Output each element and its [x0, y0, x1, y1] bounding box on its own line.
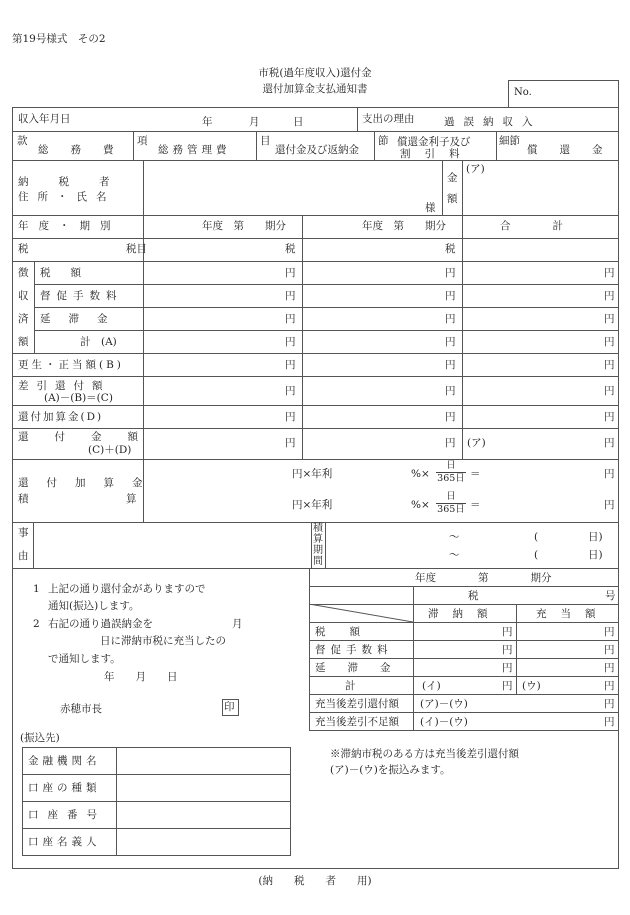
- reason-label: 支出の理由: [362, 113, 415, 125]
- collected-row-tax: 税額: [40, 267, 101, 279]
- offset-gou: 号: [605, 590, 616, 602]
- footer-label: (納 税 者 用): [258, 875, 372, 887]
- offset-row-total: 計: [345, 680, 356, 692]
- taxpayer-label-2: 住所・氏名: [18, 191, 116, 203]
- offset-row-tax: 税額: [315, 626, 384, 638]
- yen: 円: [604, 437, 615, 449]
- calc-rate-2: 円×年利: [292, 499, 333, 511]
- setsu-value-1: 償還金利子及び: [397, 136, 471, 148]
- collected-row-total: 計 (A): [80, 336, 117, 348]
- receipt-day: 日: [293, 116, 304, 128]
- yen: 円: [285, 290, 296, 302]
- offset-u-mark: (ウ): [522, 680, 541, 692]
- yen: 円: [604, 267, 615, 279]
- form-number: 第19号様式 その2: [12, 33, 106, 45]
- kou-value: 総務管理費: [158, 144, 231, 156]
- yen: 円: [285, 313, 296, 325]
- notice-2-line-3: で通知します。: [48, 653, 121, 665]
- calc-pct-1: %×: [411, 468, 430, 480]
- kan-label: 款: [17, 135, 28, 147]
- yen: 円: [604, 662, 615, 674]
- reason-sec-label-2: 由: [18, 550, 29, 562]
- offset-after-short: 充当後差引不足額: [315, 716, 399, 728]
- yen: 円: [604, 468, 615, 480]
- yen: 円: [445, 313, 456, 325]
- yen: 円: [604, 336, 615, 348]
- notice-date: 年 月 日: [104, 671, 178, 683]
- taxpayer-label-1: 納税者: [18, 176, 140, 188]
- calc-fraction-1: 日 365日: [437, 460, 465, 484]
- row-c-label-2: (A)－(B)＝(C): [44, 392, 113, 404]
- yen: 円: [502, 662, 513, 674]
- kou-label: 項: [137, 135, 148, 147]
- transfer-number-label: 口座番号: [28, 809, 106, 821]
- row-e-label-1: 還付金額: [18, 431, 164, 443]
- period-label: 年度・期別: [18, 220, 121, 232]
- period-v-1: 積: [313, 523, 323, 534]
- row-d-label: 還付加算金(D): [18, 411, 104, 423]
- setsu-label: 節: [378, 135, 389, 147]
- yen: 円: [445, 336, 456, 348]
- yen: 円: [604, 680, 615, 692]
- amount-label-2: 額: [447, 193, 458, 205]
- notice-2-month: 月: [232, 618, 243, 630]
- amount-a-mark: (ア): [466, 163, 485, 175]
- taxpayer-address-field[interactable]: [144, 162, 440, 212]
- yen: 円: [604, 644, 615, 656]
- title-line-2: 還付加算金支払通知書: [262, 83, 368, 95]
- offset-diagonal: [309, 604, 413, 622]
- yen: 円: [445, 437, 456, 449]
- collected-row-fee: 督促手数料: [40, 290, 123, 302]
- collected-side-3: 済: [18, 313, 29, 325]
- period-v-4: 間: [313, 556, 323, 567]
- offset-row-fee: 督促手数料: [315, 644, 393, 656]
- notice-2-line-2: 日に滞納市税に充当したの: [100, 635, 226, 647]
- yen: 円: [445, 385, 456, 397]
- collected-side-2: 収: [18, 290, 29, 302]
- yen: 円: [604, 411, 615, 423]
- calc-pct-2: %×: [411, 499, 430, 511]
- title-line-1: 市税(過年度収入)還付金: [258, 67, 372, 79]
- transfer-type-label: 口座の種類: [28, 782, 101, 794]
- offset-col-1: 滞納額: [428, 608, 502, 620]
- mayor-name: 赤穂市長: [60, 703, 102, 715]
- offset-zei: 税: [468, 590, 479, 602]
- calc-eq-1: ＝: [470, 468, 481, 480]
- offset-i-mark: (イ): [422, 680, 441, 692]
- yen: 円: [604, 716, 615, 728]
- period-total: 合 計: [500, 220, 563, 232]
- period-tilde-2: ～: [449, 549, 460, 561]
- yen: 円: [285, 385, 296, 397]
- yen: 円: [604, 499, 615, 511]
- offset-after-refund-formula: (ア)－(ウ): [420, 698, 468, 710]
- note-line-1: ※滞納市税のある方は充当後差引還付額: [330, 748, 519, 760]
- period-close-2: 日): [588, 549, 603, 561]
- transfer-bank-field[interactable]: [118, 749, 289, 773]
- moku-value: 還付金及び返納金: [275, 144, 359, 156]
- kan-value: 総務費: [38, 144, 136, 156]
- receipt-year: 年: [202, 116, 213, 128]
- collected-side-1: 徴: [18, 267, 29, 279]
- yen: 円: [604, 290, 615, 302]
- number-label: No.: [514, 87, 532, 98]
- yen: 円: [502, 644, 513, 656]
- tax-item-unit-1: 税: [285, 243, 296, 255]
- yen: 円: [445, 411, 456, 423]
- transfer-holder-field[interactable]: [118, 830, 289, 854]
- period-v-3: 期: [313, 545, 323, 556]
- reason-text-field[interactable]: [34, 524, 310, 566]
- notice-1-line-1: 上記の通り還付金がありますので: [48, 583, 206, 595]
- notice-1-num: 1: [33, 583, 40, 595]
- calc-rate-1: 円×年利: [292, 468, 333, 480]
- calc-fraction-2: 日 365日: [437, 491, 465, 515]
- period-col-2: 年度 第 期分: [362, 220, 446, 232]
- period-tilde-1: ～: [449, 531, 460, 543]
- transfer-number-field[interactable]: [118, 803, 289, 827]
- yen: 円: [604, 626, 615, 638]
- offset-after-refund: 充当後差引還付額: [315, 698, 399, 710]
- offset-col-2: 充当額: [536, 608, 610, 620]
- yen: 円: [285, 336, 296, 348]
- collected-side-4: 額: [18, 336, 29, 348]
- yen: 円: [445, 290, 456, 302]
- note-line-2: (ア)－(ウ)を振込みます。: [330, 764, 451, 776]
- collected-row-late: 延滞金: [40, 313, 126, 325]
- row-e-a-mark: (ア): [467, 437, 486, 449]
- calc-label-1: 還付加算金: [18, 477, 161, 489]
- seal-mark: 印: [224, 701, 235, 713]
- calc-label-2a: 積: [18, 493, 29, 505]
- tax-item-unit-2: 税: [445, 243, 456, 255]
- moku-label: 目: [260, 135, 271, 147]
- yen: 円: [285, 359, 296, 371]
- period-col-1: 年度 第 期分: [202, 220, 286, 232]
- calc-eq-2: ＝: [470, 499, 481, 511]
- setsu-value-2: 割引料: [400, 148, 474, 160]
- calc-label-2b: 算: [126, 493, 137, 505]
- period-close-1: 日): [588, 531, 603, 543]
- yen: 円: [445, 267, 456, 279]
- row-e-label-2: (C)＋(D): [88, 444, 132, 456]
- yen: 円: [604, 359, 615, 371]
- yen: 円: [502, 626, 513, 638]
- period-open-1: (: [534, 531, 539, 543]
- row-c-label-1: 差引還付額: [18, 380, 111, 392]
- notice-1-line-2: 通知(振込)します。: [48, 600, 140, 612]
- offset-period: 年度 第 期分: [415, 572, 552, 584]
- sama-label: 様: [425, 202, 436, 214]
- yen: 円: [285, 411, 296, 423]
- row-b-label: 更生・正当額(B): [18, 359, 124, 371]
- transfer-bank-label: 金融機関名: [28, 755, 101, 767]
- yen: 円: [502, 680, 513, 692]
- notice-2-num: 2: [33, 618, 40, 630]
- receipt-date-label: 収入年月日: [18, 113, 71, 125]
- period-v-2: 算: [313, 534, 323, 545]
- yen: 円: [445, 359, 456, 371]
- tax-item-label-1: 税: [18, 243, 29, 255]
- yen: 円: [285, 267, 296, 279]
- reason-sec-label-1: 事: [18, 527, 29, 539]
- saisetsu-value: 償還金: [527, 144, 625, 156]
- offset-after-short-formula: (イ)－(ウ): [420, 716, 468, 728]
- receipt-month: 月: [249, 116, 260, 128]
- transfer-type-field[interactable]: [118, 776, 289, 800]
- yen: 円: [604, 698, 615, 710]
- transfer-holder-label: 口座名義人: [28, 836, 101, 848]
- yen: 円: [285, 437, 296, 449]
- amount-label-1: 金: [447, 172, 458, 184]
- offset-row-late: 延滞金: [315, 662, 413, 674]
- period-open-2: (: [534, 549, 539, 561]
- yen: 円: [604, 385, 615, 397]
- reason-value: 過誤納収入: [444, 116, 542, 128]
- transfer-heading: (振込先): [20, 732, 60, 744]
- yen: 円: [604, 313, 615, 325]
- notice-2-line-1: 右記の通り過誤納金を: [48, 618, 153, 630]
- tax-item-label-2: 税目: [126, 243, 147, 255]
- saisetsu-label: 細節: [499, 135, 520, 147]
